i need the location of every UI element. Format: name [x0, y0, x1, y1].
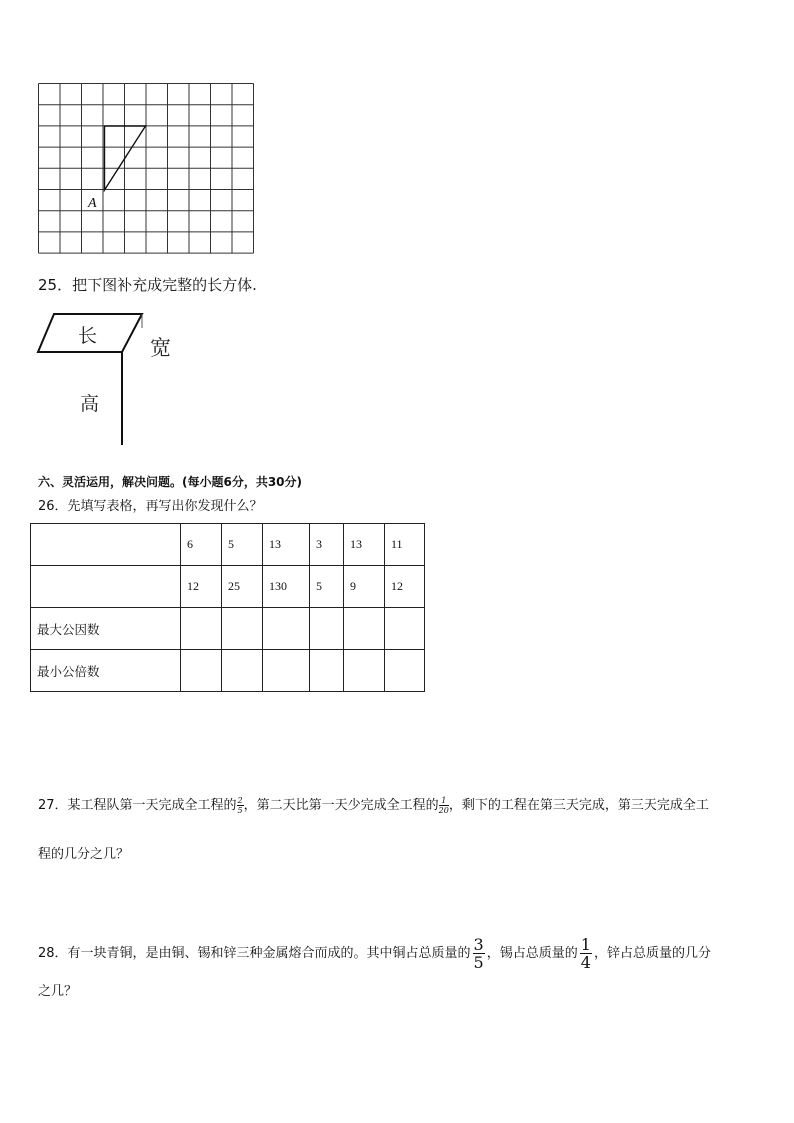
- answer-cell[interactable]: [385, 650, 425, 692]
- question-25: [38, 275, 257, 297]
- table-cell: 13: [344, 524, 385, 566]
- table-cell: 13: [263, 524, 310, 566]
- fraction-2-5: $\frac{2}{5}$: [237, 796, 243, 815]
- table-row: [31, 566, 425, 608]
- fraction-3-5: $\frac{3}{5}$: [473, 935, 484, 972]
- cuboid-figure: [36, 310, 196, 450]
- table-cell: 130: [263, 566, 310, 608]
- question-27-text-a: 27．某工程队第一天完成全工程的: [38, 798, 237, 813]
- grid-lines: [39, 84, 254, 254]
- gcd-row-label: 最大公因数: [31, 608, 181, 650]
- question-27-line-2: 程的几分之几？: [38, 847, 130, 862]
- answer-cell[interactable]: [263, 608, 310, 650]
- answer-cell[interactable]: [310, 650, 344, 692]
- question-28-text-b: ，锡占总质量的: [486, 946, 578, 961]
- question-27-text-b: ，第二天比第一天少完成全工程的: [243, 798, 439, 813]
- grid-figure: [38, 83, 256, 255]
- table-cell: 5: [222, 524, 263, 566]
- section-6-heading: 六、灵活运用，解决问题。(每小题6分，共30分): [38, 475, 303, 489]
- answer-cell[interactable]: [181, 650, 222, 692]
- table-cell: 12: [181, 566, 222, 608]
- table-cell: 5: [310, 566, 344, 608]
- answer-cell[interactable]: [222, 650, 263, 692]
- table-cell: 6: [181, 524, 222, 566]
- width-label: 宽: [150, 336, 171, 360]
- answer-cell[interactable]: [344, 650, 385, 692]
- fraction-1-4: $\frac{1}{4}$: [580, 935, 591, 972]
- table-cell: 9: [344, 566, 385, 608]
- answer-cell[interactable]: [181, 608, 222, 650]
- table-cell: [31, 524, 181, 566]
- lcm-row-label: 最小公倍数: [31, 650, 181, 692]
- table-row: [31, 650, 425, 692]
- fraction-1-20: $\frac{1}{20}$: [438, 796, 449, 815]
- length-label: 长: [78, 325, 98, 347]
- table-cell: 11: [385, 524, 425, 566]
- question-28-line-2: 之几？: [38, 984, 78, 999]
- answer-cell[interactable]: [263, 650, 310, 692]
- question-28: [38, 936, 711, 971]
- question-27-text-c: ，剩下的工程在第三天完成，第三天完成全工: [448, 798, 709, 813]
- question-25-text: 25．把下图补充成完整的长方体.: [38, 276, 257, 294]
- table-cell: [31, 566, 181, 608]
- table-row: [31, 524, 425, 566]
- answer-cell[interactable]: [310, 608, 344, 650]
- gcd-lcm-table: [30, 523, 425, 692]
- question-28-text-a: 28．有一块青铜，是由铜、锡和锌三种金属熔合而成的。其中铜占总质量的: [38, 946, 471, 961]
- answer-cell[interactable]: [344, 608, 385, 650]
- table-row: [31, 608, 425, 650]
- table-cell: 12: [385, 566, 425, 608]
- question-27: [38, 796, 709, 816]
- answer-cell[interactable]: [385, 608, 425, 650]
- question-28-text-c: ，锌占总质量的几分: [593, 946, 711, 961]
- question-26-text: 26．先填写表格，再写出你发现什么？: [38, 499, 263, 514]
- table-cell: 25: [222, 566, 263, 608]
- height-label: 高: [80, 393, 100, 415]
- table-cell: 3: [310, 524, 344, 566]
- answer-cell[interactable]: [222, 608, 263, 650]
- point-a-label: A: [88, 196, 97, 211]
